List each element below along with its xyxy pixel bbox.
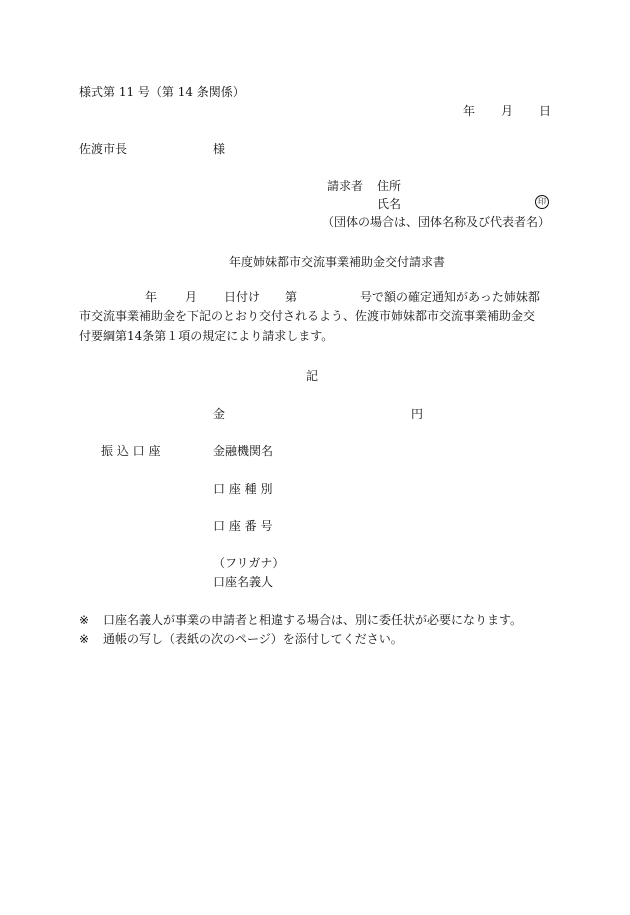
- note-1-mark: ※: [79, 613, 90, 627]
- document-title: 年度姉妹都市交流事業補助金交付請求書: [229, 255, 446, 269]
- requester-address-label: 住所: [377, 179, 402, 193]
- date-day: 日: [539, 104, 552, 118]
- furigana-label: （フリガナ）: [213, 556, 285, 570]
- body-dated: 日付け: [224, 290, 261, 304]
- transfer-label: 振 込 口 座: [101, 444, 161, 458]
- body-line3: 付要綱第14条第１項の規定により請求します。: [79, 329, 334, 343]
- date-year: 年: [463, 104, 476, 118]
- requester-name-label: 氏名: [377, 197, 402, 211]
- body-line2: 市交流事業補助金を下記のとおり交付されるよう、佐渡市姉妹都市交流事業補助金交: [79, 309, 536, 323]
- account-number-label: 口 座 番 号: [213, 519, 273, 533]
- form-number: 様式第 11 号（第 14 条関係）: [79, 85, 245, 99]
- ki-heading: 記: [306, 369, 319, 383]
- account-type-label: 口 座 種 別: [213, 482, 273, 496]
- note-1-text: 口座名義人が事業の申請者と相違する場合は、別に委任状が必要になります。: [103, 613, 523, 627]
- note-2-text: 通帳の写し（表紙の次のページ）を添付してください。: [103, 632, 403, 646]
- bank-label: 金融機関名: [213, 444, 274, 458]
- date-month: 月: [501, 104, 514, 118]
- account-holder-label: 口座名義人: [213, 575, 274, 589]
- amount-unit: 円: [411, 407, 424, 421]
- requester-note: （団体の場合は、団体名称及び代表者名）: [322, 215, 551, 229]
- body-year: 年: [145, 290, 158, 304]
- body-month: 月: [185, 290, 198, 304]
- note-2-mark: ※: [79, 632, 90, 646]
- body-line1-rest: 号で額の確定通知があった姉妹都: [360, 290, 540, 304]
- addressee-honorific: 様: [213, 142, 226, 156]
- addressee-name: 佐渡市長: [79, 142, 128, 156]
- requester-role: 請求者: [327, 179, 364, 193]
- body-dai: 第: [285, 290, 298, 304]
- amount-label: 金: [213, 407, 226, 421]
- seal-mark: 印: [535, 195, 549, 209]
